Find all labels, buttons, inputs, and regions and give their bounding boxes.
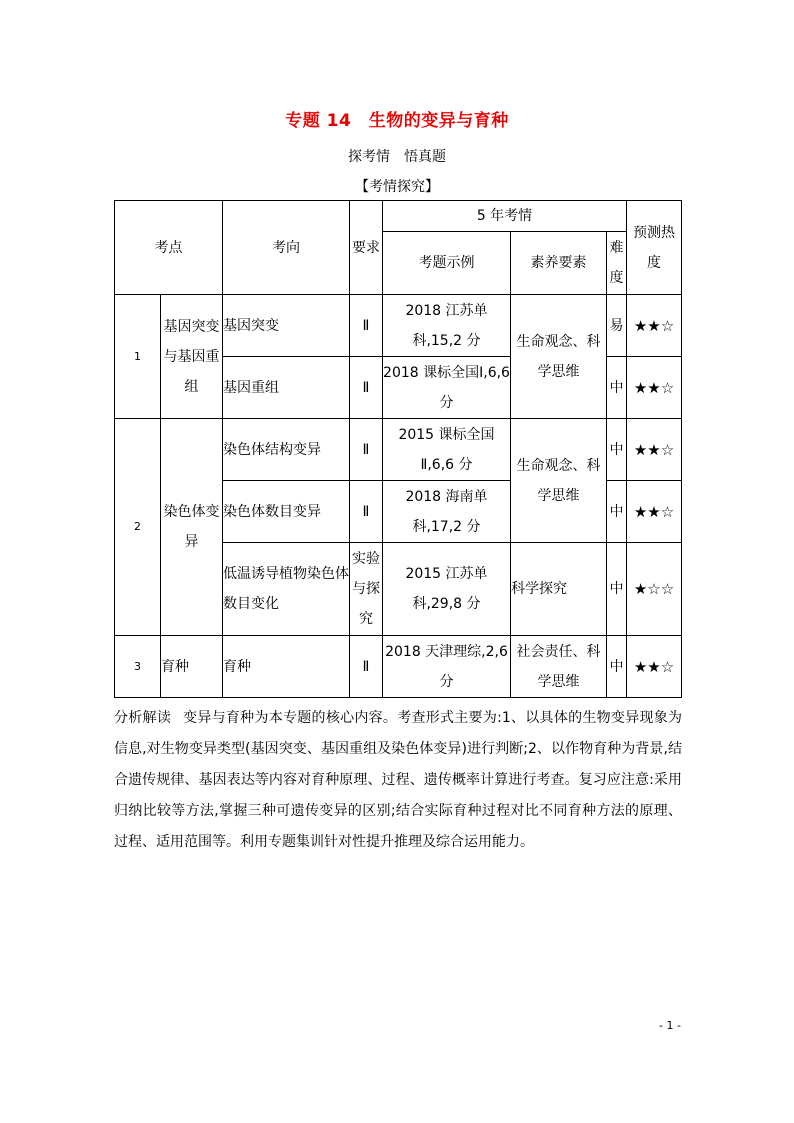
analysis-label: 分析解读	[114, 710, 172, 726]
rating-stars: ★★☆	[627, 295, 682, 357]
rating-stars: ★★☆	[627, 481, 682, 543]
exam-direction: 染色体结构变异	[223, 419, 350, 481]
rating-stars: ★★☆	[627, 636, 682, 698]
page-number: - 1 -	[659, 1019, 681, 1032]
table-row	[115, 295, 682, 357]
requirement: Ⅱ	[350, 295, 383, 357]
exam-point: 染色体变异	[161, 419, 223, 636]
table-row	[115, 419, 682, 481]
header-forecast: 预测热度	[627, 201, 682, 295]
analysis-text: 变异与育种为本专题的核心内容。考查形式主要为:1、以具体的生物变异现象为信息,对生物变异类型(基因突变、基因重组及染色体变异)进行判断;2、以作物育种为背景,结合遗传规律、基因表达等内容对育种原理、过程、遗传概率计算进行考查。复习应注意:采用归纳比较等方法,掌握三种可遗传变异的区别;结合实际育种过程对比不同育种方法的原理、过程、适用范围等。利用专题集训针对性提升推理及综合运用能力。	[114, 710, 682, 850]
exam-direction: 基因重组	[223, 357, 350, 419]
exam-example: 2018 海南单科,17,2 分	[383, 481, 511, 543]
header-difficulty: 难度	[607, 232, 627, 295]
header-literacy: 素养要素	[511, 232, 607, 295]
page-title: 专题 14 生物的变异与育种	[285, 111, 509, 131]
exam-example: 2015 课标全国Ⅱ,6,6 分	[383, 419, 511, 481]
analysis-paragraph	[114, 703, 682, 858]
difficulty: 中	[607, 357, 627, 419]
requirement: 实验与探究	[350, 543, 383, 636]
literacy: 社会责任、科学思维	[511, 636, 607, 698]
table-row	[115, 636, 682, 698]
difficulty: 易	[607, 295, 627, 357]
exam-example: 2018 江苏单科,15,2 分	[383, 295, 511, 357]
exam-direction: 基因突变	[223, 295, 350, 357]
difficulty: 中	[607, 419, 627, 481]
section-subtitle: 探考情 悟真题	[348, 149, 446, 165]
literacy: 生命观念、科学思维	[511, 295, 607, 419]
exam-example: 2015 江苏单科,29,8 分	[383, 543, 511, 636]
literacy: 生命观念、科学思维	[511, 419, 607, 543]
difficulty: 中	[607, 543, 627, 636]
rating-stars: ★★☆	[627, 419, 682, 481]
exam-direction: 染色体数目变异	[223, 481, 350, 543]
difficulty: 中	[607, 636, 627, 698]
requirement: Ⅱ	[350, 636, 383, 698]
exam-example: 2018 课标全国Ⅰ,6,6 分	[383, 357, 511, 419]
header-point: 考点	[115, 201, 223, 295]
header-direction: 考向	[223, 201, 350, 295]
header-example: 考题示例	[383, 232, 511, 295]
header-five-year: 5 年考情	[383, 201, 627, 232]
exam-point: 基因突变与基因重组	[161, 295, 223, 419]
rating-stars: ★★☆	[627, 357, 682, 419]
literacy: 科学探究	[511, 543, 607, 636]
exam-analysis-table	[114, 200, 682, 698]
rating-stars: ★☆☆	[627, 543, 682, 636]
table-caption: 【考情探究】	[355, 179, 439, 195]
requirement: Ⅱ	[350, 481, 383, 543]
row-number: 1	[115, 295, 161, 419]
row-number: 3	[115, 636, 161, 698]
difficulty: 中	[607, 481, 627, 543]
exam-point: 育种	[161, 636, 223, 698]
row-number: 2	[115, 419, 161, 636]
exam-direction: 育种	[223, 636, 350, 698]
requirement: Ⅱ	[350, 419, 383, 481]
header-requirement: 要求	[350, 201, 383, 295]
exam-direction: 低温诱导植物染色体数目变化	[223, 543, 350, 636]
exam-example: 2018 天津理综,2,6 分	[383, 636, 511, 698]
requirement: Ⅱ	[350, 357, 383, 419]
